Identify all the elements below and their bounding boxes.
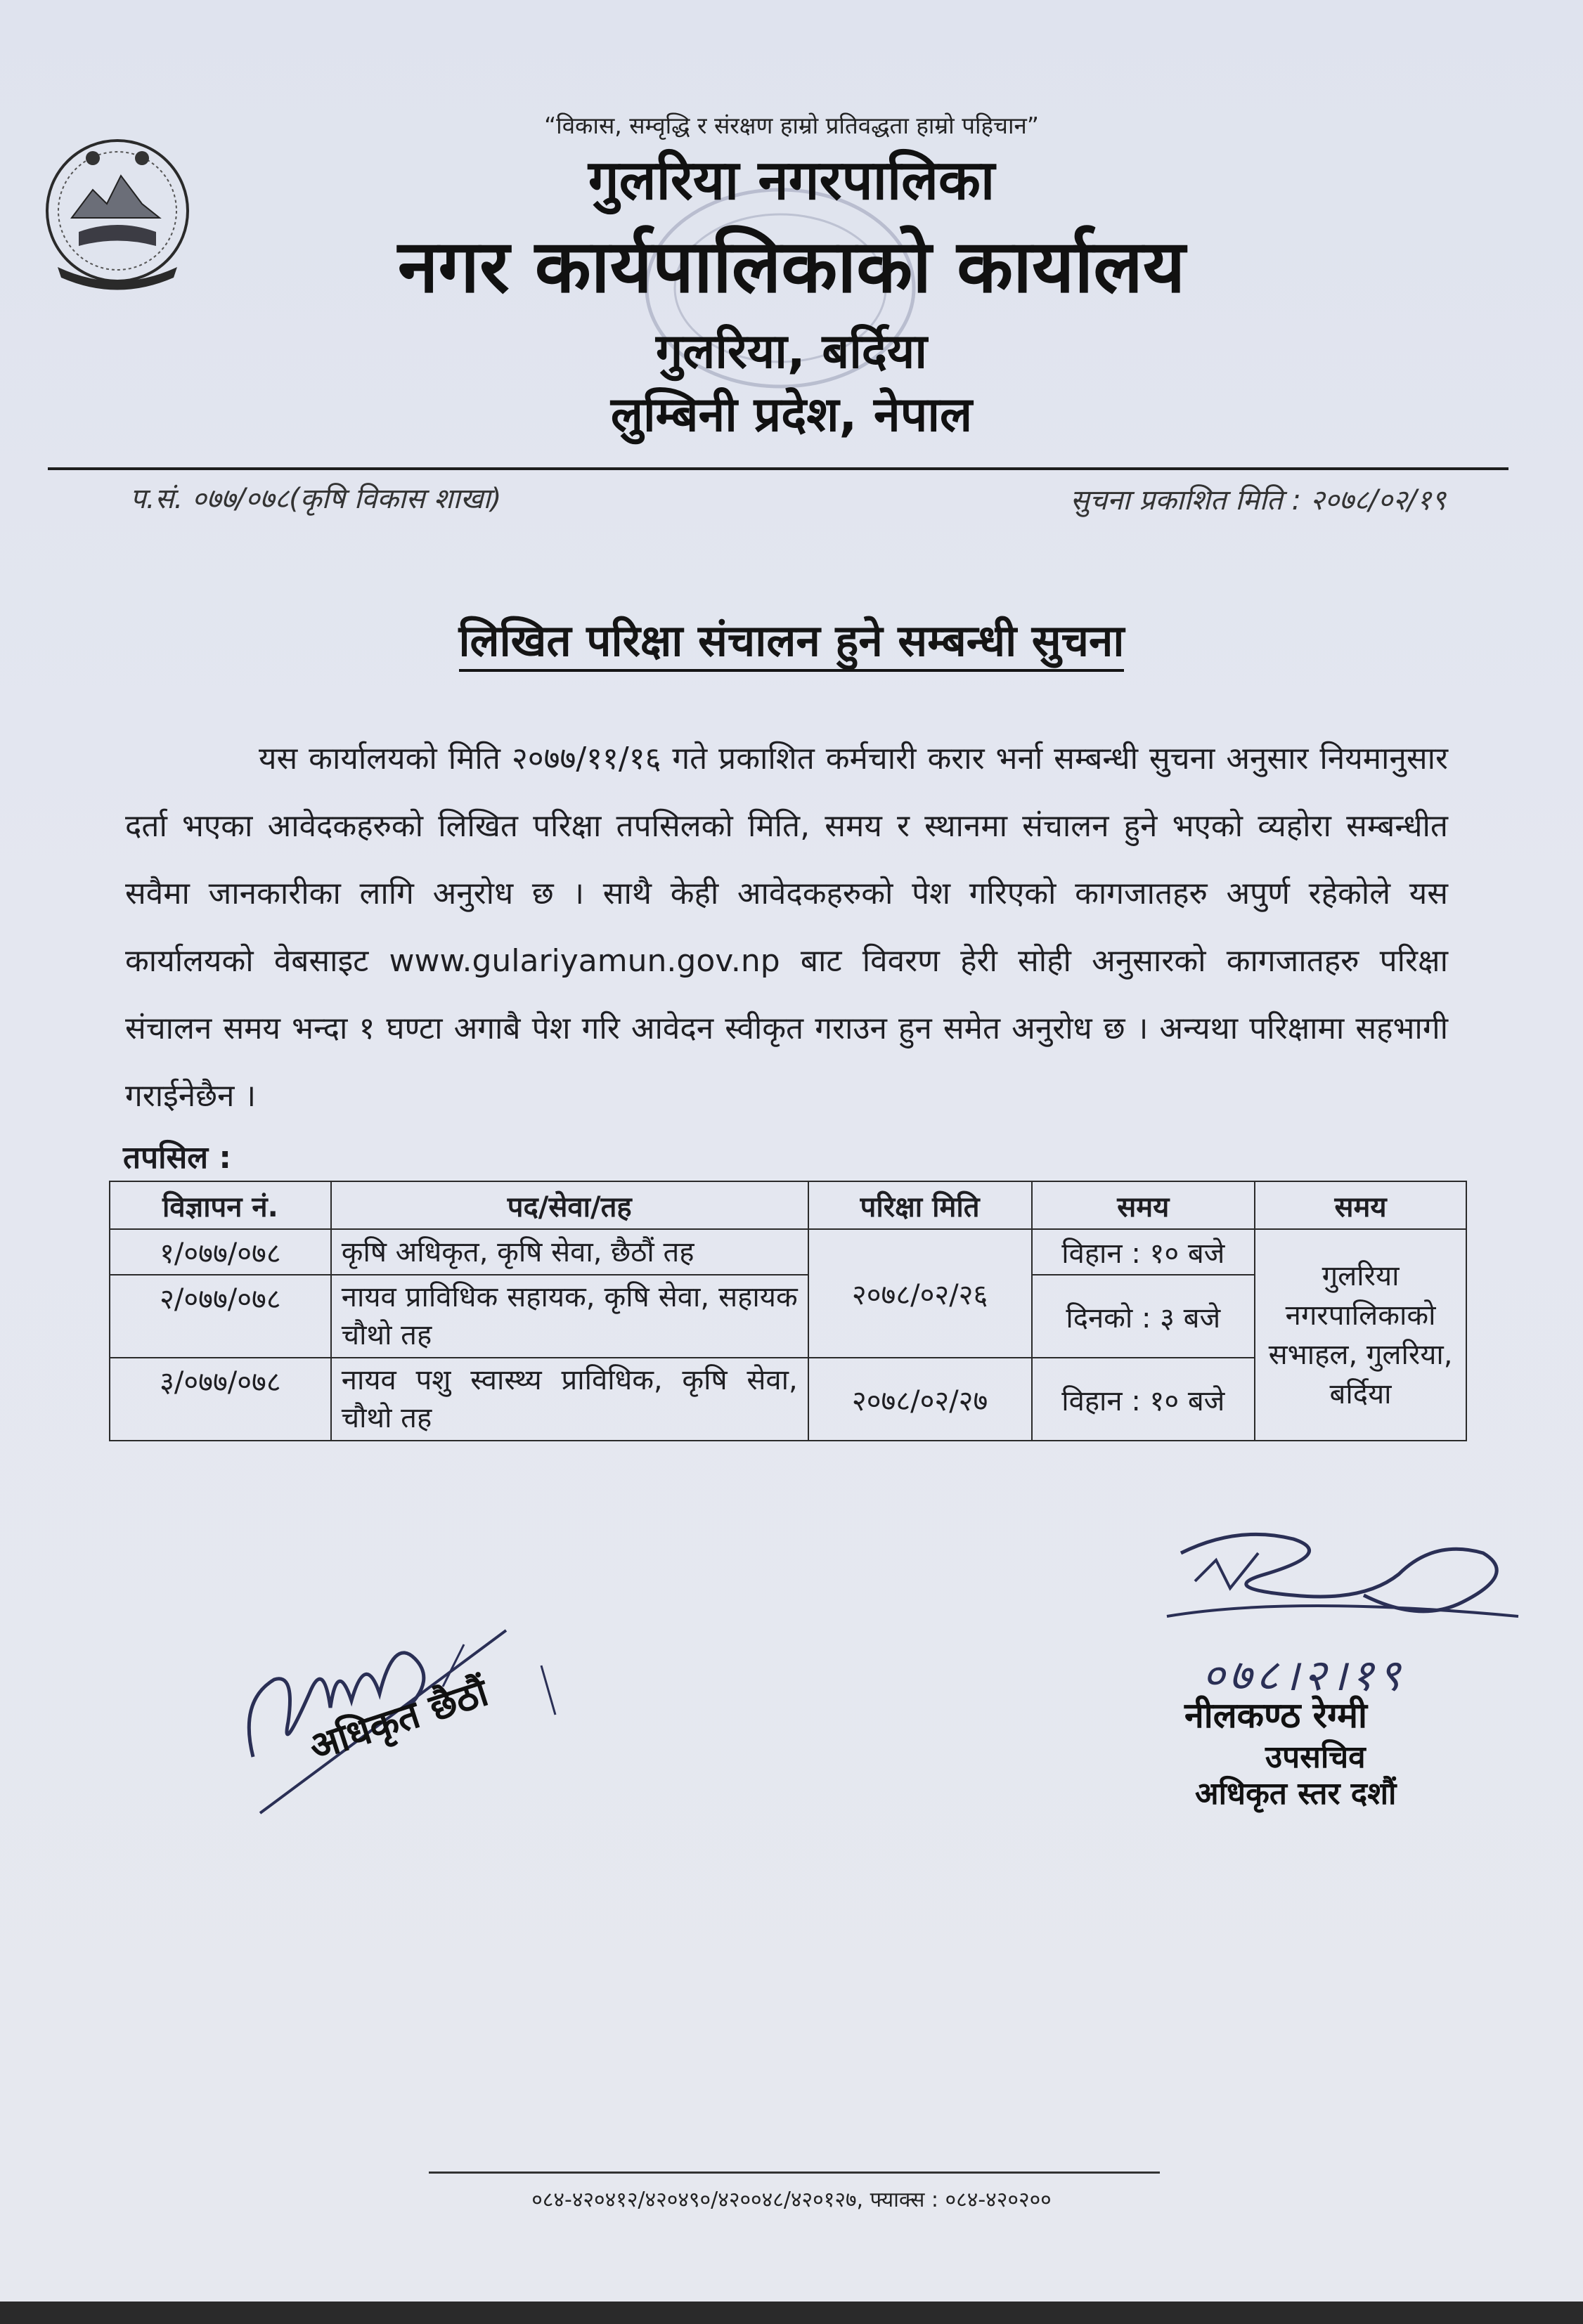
post-cell: नायव प्राविधिक सहायक, कृषि सेवा, सहायक चौथो तह bbox=[331, 1275, 808, 1358]
signatory-level: अधिकृत स्तर दशौं bbox=[1195, 1776, 1397, 1812]
footer-divider bbox=[429, 2172, 1160, 2174]
header-venue: समय bbox=[1255, 1181, 1466, 1229]
motto: “विकास, सम्वृद्धि र संरक्षण हाम्रो प्रतिवद्धता हाम्रो पहिचान” bbox=[544, 112, 1039, 139]
time-cell: विहान : १० बजे bbox=[1032, 1358, 1255, 1441]
adv-no-cell: ३/०७७/०७८ bbox=[110, 1358, 331, 1441]
exam-date-cell: २०७८/०२/२६ bbox=[808, 1229, 1032, 1358]
time-cell: दिनको : ३ बजे bbox=[1032, 1275, 1255, 1358]
adv-no-cell: १/०७७/०७८ bbox=[110, 1229, 331, 1275]
left-signatory-title: अधिकृत छैठौं bbox=[304, 1670, 493, 1770]
signatory-role: उपसचिव bbox=[1265, 1739, 1366, 1775]
header-divider bbox=[48, 467, 1508, 470]
table-header-row bbox=[110, 1181, 1466, 1229]
post-cell: नायव पशु स्वास्थ्य प्राविधिक, कृषि सेवा, चौथो तह bbox=[331, 1358, 808, 1441]
notice-subject-text: लिखित परिक्षा संचालन हुने सम्बन्धी सुचना bbox=[459, 615, 1125, 672]
table-row bbox=[110, 1229, 1466, 1275]
published-date: सुचना प्रकाशित मिति : २०७८/०२/१९ bbox=[1070, 484, 1446, 517]
reference-number: प.सं. ०७७/०७८(कृषि विकास शाखा) bbox=[130, 483, 502, 515]
adv-no-cell: २/०७७/०७८ bbox=[110, 1275, 331, 1358]
time-cell: विहान : १० बजे bbox=[1032, 1229, 1255, 1275]
footer-contact: ०८४-४२०४१२/४२०४९०/४२००४८/४२०१२७, फ्याक्स : ०८४-४२०२०० bbox=[531, 2188, 1052, 2212]
notice-body: यस कार्यालयको मिति २०७७/११/१६ गते प्रकाशित कर्मचारी करार भर्ना सम्बन्धी सुचना अनुसार नियमानुसार दर्ता भएका आवेदकहरुको लिखित परिक्षा तपसिलको मिति, समय र स्थानमा संचालन हुने भएको व्यहोरा सम्बन्धीत सवैमा जानकारीका लागि अनुरोध छ । साथै केही आवेदकहरुको पेश गरिएको कागजातहरु अपुर्ण रहेकोले यस कार्यालयको वेबसाइट www.gulariyamun.gov.np बाट विवरण हेरी सोही अनुसारको कागजातहरु परिक्षा संचालन समय भन्दा १ घण्टा अगाबै पेश गरि आवेदन स्वीकृत गराउन हुन समेत अनुरोध छ । अन्यथा परिक्षामा सहभागी गराईनेछैन । bbox=[125, 741, 1448, 1114]
header-post: पद/सेवा/तह bbox=[331, 1181, 808, 1229]
post-cell: कृषि अधिकृत, कृषि सेवा, छैठौं तह bbox=[331, 1229, 808, 1275]
header-exam-date: परिक्षा मिति bbox=[808, 1181, 1032, 1229]
venue-cell: गुलरिया नगरपालिकाको सभाहल, गुलरिया, बर्दिया bbox=[1255, 1229, 1466, 1441]
office-name: नगर कार्यपालिकाको कार्यालय bbox=[397, 223, 1186, 309]
exam-date-cell: २०७८/०२/२७ bbox=[808, 1358, 1032, 1441]
signature-date: ०७८।२।१९ bbox=[1202, 1649, 1405, 1701]
notice-subject bbox=[0, 610, 1583, 669]
province-country: लुम्बिनी प्रदेश, नेपाल bbox=[610, 387, 973, 443]
header-time: समय bbox=[1032, 1181, 1255, 1229]
exam-schedule-table bbox=[109, 1181, 1467, 1441]
header-adv-no: विज्ञापन नं. bbox=[110, 1181, 331, 1229]
signatory-name: नीलकण्ठ रेग्मी bbox=[1184, 1695, 1368, 1736]
office-location: गुलरिया, बर्दिया bbox=[656, 324, 927, 379]
municipality-name: गुलरिया नगरपालिका bbox=[588, 149, 995, 212]
details-label: तपसिल : bbox=[123, 1140, 231, 1176]
